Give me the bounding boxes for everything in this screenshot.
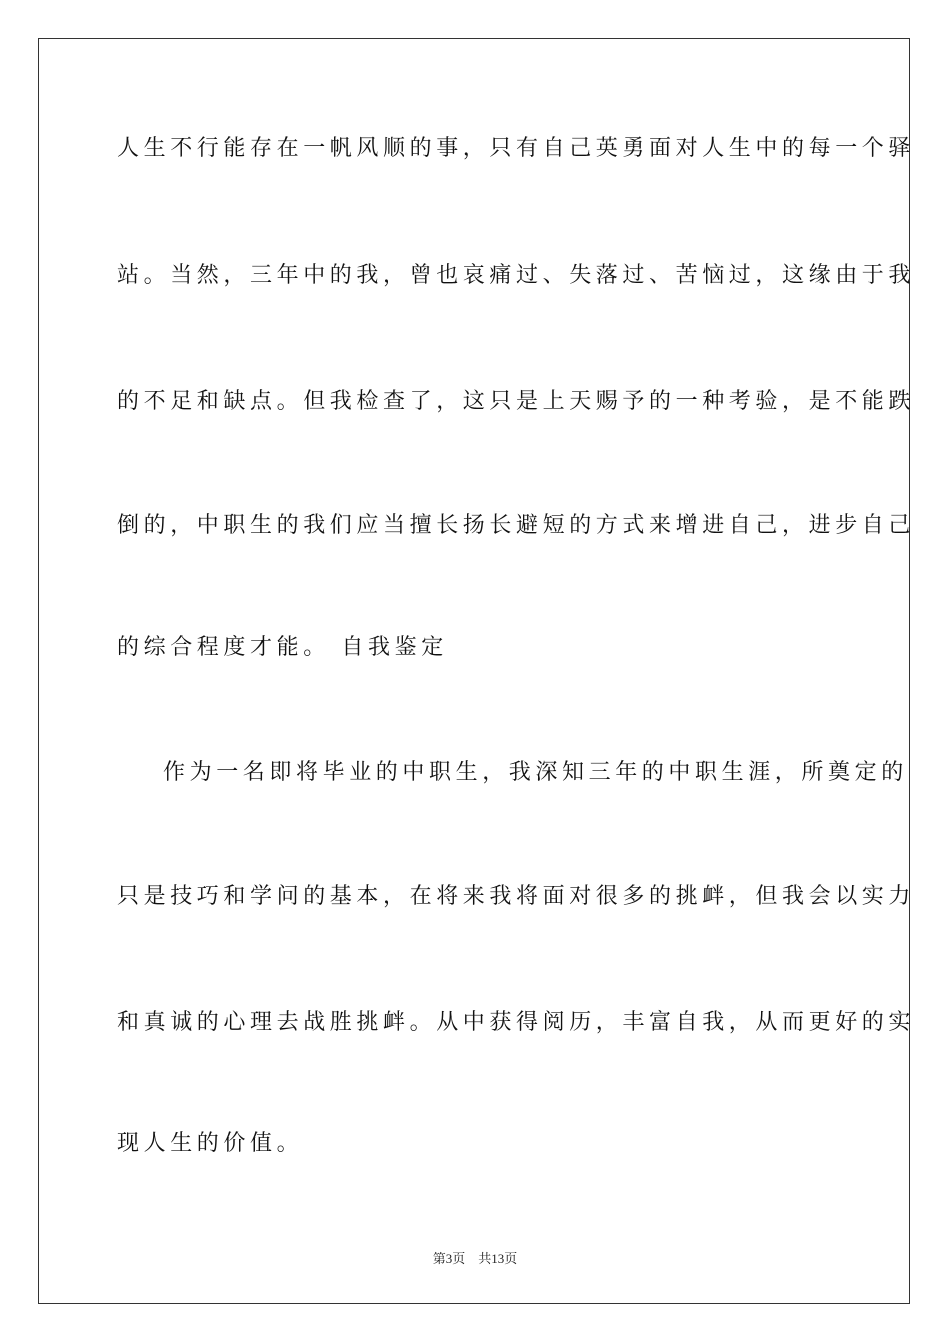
text-line-3: 的不足和缺点。但我检查了，这只是上天赐予的一种考验，是不能跌	[117, 389, 916, 414]
page-footer: 第3页 共13页	[432, 1251, 518, 1266]
text-line-4: 倒的，中职生的我们应当擅长扬长避短的方式来增进自己，进步自己	[117, 513, 916, 538]
text-line-5: 的综合程度才能。 自我鉴定	[117, 635, 448, 660]
page-border	[38, 38, 916, 1304]
text-line-1: 人生不行能存在一帆风顺的事，只有自己英勇面对人生中的每一个驿	[117, 136, 916, 161]
paragraph-start-line: 作为一名即将毕业的中职生，我深知三年的中职生涯，所奠定的	[163, 760, 908, 785]
text-line-9: 现人生的价值。	[117, 1131, 304, 1156]
text-line-8: 和真诚的心理去战胜挑衅。从中获得阅历，丰富自我，从而更好的实	[117, 1010, 916, 1035]
text-line-7: 只是技巧和学问的基本，在将来我将面对很多的挑衅，但我会以实力	[117, 884, 916, 909]
text-line-2: 站。当然，三年中的我，曾也哀痛过、失落过、苦恼过，这缘由于我	[117, 263, 916, 288]
